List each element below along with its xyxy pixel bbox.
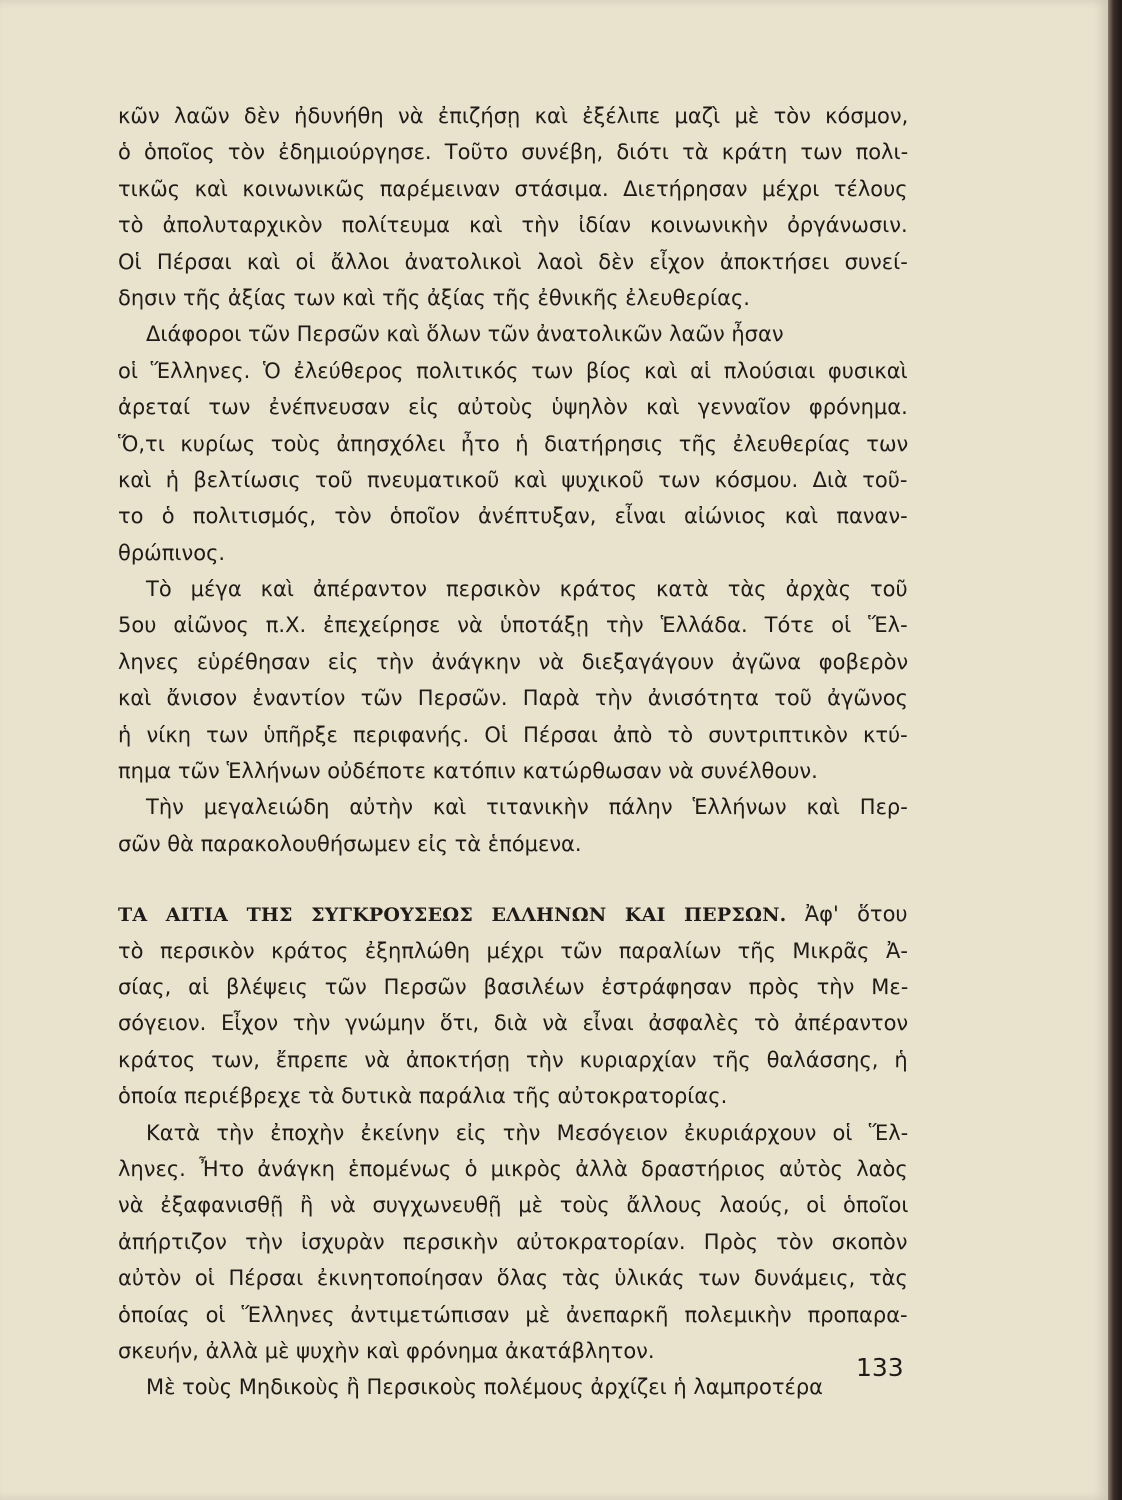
text-line: καὶ ἡ βελτίωσις τοῦ πνευματικοῦ καὶ ψυχικοῦ των κόσμου. Διὰ τοῦ- — [118, 467, 908, 492]
heading-tail-text: Ἀφ' ὅτου — [786, 902, 908, 927]
text-line: ὁ ὁποῖος τὸν ἐδημιούργησε. Τοῦτο συνέβη, διότι τὰ κράτη των πολι- — [118, 140, 909, 165]
text-line: σῶν θὰ παρακολουθήσωμεν εἰς τὰ ἑπόμενα. — [118, 831, 582, 856]
text-line: κράτος των, ἔπρεπε νὰ ἀποκτήσῃ τὴν κυριαρχίαν τῆς θαλάσσης, ἡ — [118, 1047, 908, 1072]
text-line: σόγειον. Εἶχον τὴν γνώμην ὅτι, διὰ νὰ εἶναι ἀσφαλὲς τὸ ἀπέραντον — [118, 1011, 909, 1036]
text-line: Τὸ μέγα καὶ ἀπέραντον περσικὸν κράτος κατὰ τὰς ἀρχὰς τοῦ — [146, 577, 908, 602]
text-line: νὰ ἐξαφανισθῇ ἢ νὰ συγχωνευθῇ μὲ τοὺς ἄλλους λαούς, οἱ ὁποῖοι — [118, 1193, 909, 1218]
text-line: Οἱ Πέρσαι καὶ οἱ ἄλλοι ἀνατολικοὶ λαοὶ δὲν εἶχον ἀποκτήσει συνεί- — [118, 249, 908, 274]
text-line: Τὴν μεγαλειώδη αὐτὴν καὶ τιτανικὴν πάλην Ἑλλήνων καὶ Περ- — [146, 795, 908, 820]
paragraph — [118, 571, 908, 789]
paragraph — [118, 1369, 908, 1405]
page-number: 133 — [856, 1353, 904, 1382]
text-line: ὁποία περιέβρεχε τὰ δυτικὰ παράλια τῆς αὐτοκρατορίας. — [118, 1084, 728, 1109]
page-text — [118, 98, 908, 1406]
section-heading: ΤΑ ΑΙΤΙΑ ΤΗΣ ΣΥΓΚΡΟΥΣΕΩΣ ΕΛΛΗΝΩΝ ΚΑΙ ΠΕΡΣΩΝ. — [118, 904, 787, 927]
text-line: καὶ ἄνισον ἐναντίον τῶν Περσῶν. Παρὰ τὴν ἀνισότητα τοῦ ἀγῶνος — [118, 686, 908, 711]
paragraph — [118, 316, 908, 571]
text-line: ὁποίας οἱ Ἕλληνες ἀντιμετώπισαν μὲ ἀνεπαρκῆ πολεμικὴν προπαρα- — [118, 1302, 908, 1327]
paragraph — [118, 98, 908, 316]
text-line: ληνες εὑρέθησαν εἰς τὴν ἀνάγκην νὰ διεξαγάγουν ἀγῶνα φοβερὸν — [118, 649, 909, 674]
section-heading-line — [118, 896, 908, 932]
book-spine-edge — [1108, 0, 1122, 1500]
text-line: τὸ ἀπολυταρχικὸν πολίτευμα καὶ τὴν ἰδίαν κοινωνικὴν ὀργάνωσιν. — [118, 213, 908, 238]
text-line: κῶν λαῶν δὲν ἠδυνήθη νὰ ἐπιζήσῃ καὶ ἐξέλιπε μαζὶ μὲ τὸν κόσμον, — [118, 104, 909, 128]
paragraph — [118, 789, 908, 862]
text-line: ἡ νίκη των ὑπῆρξε περιφανής. Οἱ Πέρσαι ἀπὸ τὸ συντριπτικὸν κτύ- — [118, 722, 908, 747]
text-line: τὸ περσικὸν κράτος ἐξηπλώθη μέχρι τῶν παραλίων τῆς Μικρᾶς Ἀ- — [118, 938, 908, 963]
text-line: δησιν τῆς ἀξίας των καὶ τῆς ἀξίας τῆς ἐθνικῆς ἐλευθερίας. — [118, 285, 750, 310]
text-line: θρώπινος. — [118, 540, 226, 565]
text-line: ἀρεταί των ἐνέπνευσαν εἰς αὐτοὺς ὑψηλὸν καὶ γενναῖον φρόνημα. — [118, 395, 908, 420]
text-line: 5ου αἰῶνος π.Χ. ἐπεχείρησε νὰ ὑποτάξῃ τὴν Ἑλλάδα. Τότε οἱ Ἕλ- — [118, 613, 908, 638]
text-line: το ὁ πολιτισμός, τὸν ὁποῖον ἀνέπτυξαν, εἶναι αἰώνιος καὶ παναν- — [118, 504, 908, 529]
text-line: ἀπήρτιζον τὴν ἰσχυρὰν περσικὴν αὐτοκρατορίαν. Πρὸς τὸν σκοπὸν — [118, 1229, 908, 1254]
text-line: σκευήν, ἀλλὰ μὲ ψυχὴν καὶ φρόνημα ἀκατάβλητον. — [118, 1338, 655, 1363]
text-line: Ὅ,τι κυρίως τοὺς ἀπησχόλει ἦτο ἡ διατήρησις τῆς ἐλευθερίας των — [118, 431, 909, 456]
section-gap — [118, 862, 908, 896]
text-line: Διάφοροι τῶν Περσῶν καὶ ὅλων τῶν ἀνατολικῶν λαῶν ἦσαν — [146, 322, 784, 347]
text-line: αὐτὸν οἱ Πέρσαι ἐκινητοποίησαν ὅλας τὰς ὑλικάς των δυνάμεις, τὰς — [118, 1266, 908, 1291]
text-line: πημα τῶν Ἑλλήνων οὐδέποτε κατόπιν κατώρθωσαν νὰ συνέλθουν. — [118, 759, 818, 784]
text-line: σίας, αἱ βλέψεις τῶν Περσῶν βασιλέων ἐστράφησαν πρὸς τὴν Με- — [118, 974, 909, 999]
paragraph — [118, 896, 908, 1114]
text-line: Μὲ τοὺς Μηδικοὺς ἢ Περσικοὺς πολέμους ἀρχίζει ἡ λαμπροτέρα — [146, 1375, 823, 1400]
paragraph — [118, 1115, 908, 1370]
text-line: Κατὰ τὴν ἐποχὴν ἐκείνην εἰς τὴν Μεσόγειον ἐκυριάρχουν οἱ Ἕλ- — [146, 1120, 909, 1145]
text-line: ληνες. Ἦτο ἀνάγκη ἑπομένως ὁ μικρὸς ἀλλὰ δραστήριος αὐτὸς λαὸς — [118, 1156, 908, 1181]
text-line: τικῶς καὶ κοινωνικῶς παρέμειναν στάσιμα. Διετήρησαν μέχρι τέλους — [118, 176, 908, 201]
text-line: οἱ Ἕλληνες. Ὁ ἐλεύθερος πολιτικός των βίος καὶ αἱ πλούσιαι φυσικαὶ — [118, 358, 908, 383]
